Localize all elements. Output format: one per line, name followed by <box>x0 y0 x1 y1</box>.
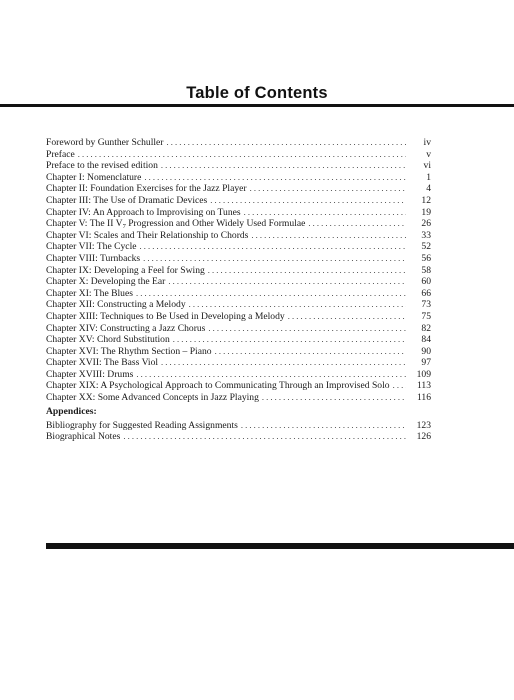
toc-entry[interactable] <box>46 276 431 288</box>
dot-leader <box>208 323 406 335</box>
entry-label: Chapter XX: Some Advanced Concepts in Jazz Playing <box>46 392 259 404</box>
toc-entry[interactable] <box>46 311 431 323</box>
toc-entry[interactable] <box>46 160 431 172</box>
entry-label: Chapter XIV: Constructing a Jazz Chorus <box>46 322 206 334</box>
entry-page: 116 <box>416 392 431 404</box>
dot-leader <box>161 357 406 369</box>
toc-entry[interactable] <box>46 218 431 230</box>
entry-label-subscript: 7 <box>122 223 126 231</box>
entry-page: vi <box>423 160 431 172</box>
toc-entry[interactable] <box>46 357 431 369</box>
dot-leader <box>251 230 406 242</box>
entry-label: Bibliography for Suggested Reading Assignments <box>46 419 238 431</box>
dot-leader <box>250 183 406 195</box>
entry-page: 109 <box>416 368 431 380</box>
entry-label: Chapter X: Developing the Ear <box>46 276 166 288</box>
appendices-heading: Appendices: <box>46 405 97 417</box>
dot-leader <box>241 420 406 432</box>
entry-label: Chapter VIII: Turnbacks <box>46 252 141 264</box>
dot-leader <box>189 299 406 311</box>
toc-entry[interactable] <box>46 172 431 184</box>
entry-label: Chapter XIX: A Psychological Approach to Communicating Through an Improvised Solo <box>46 380 390 392</box>
entry-label-end: Progression and Other Widely Used Formulae <box>125 218 306 230</box>
entry-page: 1 <box>426 171 431 183</box>
entry-label: Chapter XIII: Techniques to Be Used in Developing a Melody <box>46 310 285 322</box>
entry-page: 75 <box>421 310 431 322</box>
toc-entry[interactable] <box>46 241 431 253</box>
entry-label: Biographical Notes <box>46 431 121 443</box>
entry-page: 84 <box>421 334 431 346</box>
dot-leader <box>244 207 406 219</box>
toc-entry[interactable] <box>46 299 431 311</box>
entry-label: Chapter XVIII: Drums <box>46 368 134 380</box>
entry-label: Chapter IV: An Approach to Improvising on Tunes <box>46 206 241 218</box>
page-title: Table of Contents <box>186 84 328 102</box>
toc-entry[interactable] <box>46 380 431 392</box>
toc-entry[interactable] <box>46 230 431 242</box>
entry-label: Chapter XV: Chord Substitution <box>46 334 170 346</box>
entry-page: 126 <box>416 431 431 443</box>
entry-label: Foreword by Gunther Schuller <box>46 137 164 148</box>
dot-leader <box>208 265 406 277</box>
entry-label: Chapter XVII: The Bass Viol <box>46 357 159 369</box>
toc-entry[interactable] <box>46 334 431 346</box>
toc-entry[interactable] <box>46 346 431 358</box>
entry-page: 113 <box>416 380 431 392</box>
dot-leader <box>161 160 406 172</box>
entry-label: Chapter XII: Constructing a Melody <box>46 299 186 311</box>
dot-leader <box>210 195 406 207</box>
entry-label: Chapter II: Foundation Exercises for the Jazz Player <box>46 183 247 195</box>
entry-page: 82 <box>421 322 431 334</box>
entry-label: Chapter III: The Use of Dramatic Devices <box>46 194 208 206</box>
entry-page: 66 <box>421 287 431 299</box>
toc-entry[interactable] <box>46 183 431 195</box>
entry-label: Chapter VI: Scales and Their Relationship to Chords <box>46 229 249 241</box>
entry-page: 52 <box>421 241 431 253</box>
dot-leader <box>288 311 406 323</box>
toc-entry[interactable] <box>46 323 431 335</box>
entry-label: Chapter VII: The Cycle <box>46 241 137 253</box>
toc-entry[interactable] <box>46 431 431 443</box>
dot-leader <box>136 369 406 381</box>
bottom-rule <box>46 543 514 549</box>
dot-leader <box>215 346 406 358</box>
toc-entry[interactable] <box>46 265 431 277</box>
entry-label-start: Chapter V: The II V <box>46 218 123 230</box>
entry-page: 56 <box>421 252 431 264</box>
toc-entry[interactable] <box>46 392 431 404</box>
entry-page: v <box>426 148 431 160</box>
dot-leader <box>144 172 406 184</box>
entry-page: 26 <box>421 218 431 230</box>
dot-leader <box>168 276 406 288</box>
entry-label: Chapter IX: Developing a Feel for Swing <box>46 264 205 276</box>
entry-label: Chapter XVI: The Rhythm Section – Piano <box>46 345 212 357</box>
entry-page: 73 <box>421 299 431 311</box>
title-rule <box>0 104 514 107</box>
entry-page: 97 <box>421 357 431 369</box>
entry-page: 12 <box>421 194 431 206</box>
entry-label: Chapter XI: The Blues <box>46 287 133 299</box>
dot-leader <box>393 380 406 392</box>
entry-page: 60 <box>421 276 431 288</box>
dot-leader <box>173 334 406 346</box>
toc-entry[interactable] <box>46 137 431 149</box>
entry-page: 4 <box>426 183 431 195</box>
entry-page: 58 <box>421 264 431 276</box>
entry-label: Preface <box>46 148 75 160</box>
dot-leader <box>78 149 406 161</box>
dot-leader <box>123 431 406 443</box>
dot-leader <box>143 253 406 265</box>
toc-entry[interactable] <box>46 253 431 265</box>
entry-page: 123 <box>416 419 431 431</box>
entry-page: 33 <box>421 229 431 241</box>
entry-page: iv <box>423 137 431 148</box>
dot-leader <box>136 288 406 300</box>
toc-entry[interactable] <box>46 149 431 161</box>
toc-entry[interactable] <box>46 207 431 219</box>
toc-entry[interactable] <box>46 288 431 300</box>
toc-entry[interactable] <box>46 369 431 381</box>
table-of-contents <box>46 137 431 443</box>
entry-page: 90 <box>421 345 431 357</box>
dot-leader <box>262 392 406 404</box>
dot-leader <box>308 218 406 230</box>
entry-label: Preface to the revised edition <box>46 160 158 172</box>
dot-leader <box>167 137 406 149</box>
toc-entry[interactable] <box>46 420 431 432</box>
toc-entry[interactable] <box>46 195 431 207</box>
entry-label: Chapter I: Nomenclature <box>46 171 142 183</box>
dot-leader <box>140 241 407 253</box>
entry-page: 19 <box>421 206 431 218</box>
